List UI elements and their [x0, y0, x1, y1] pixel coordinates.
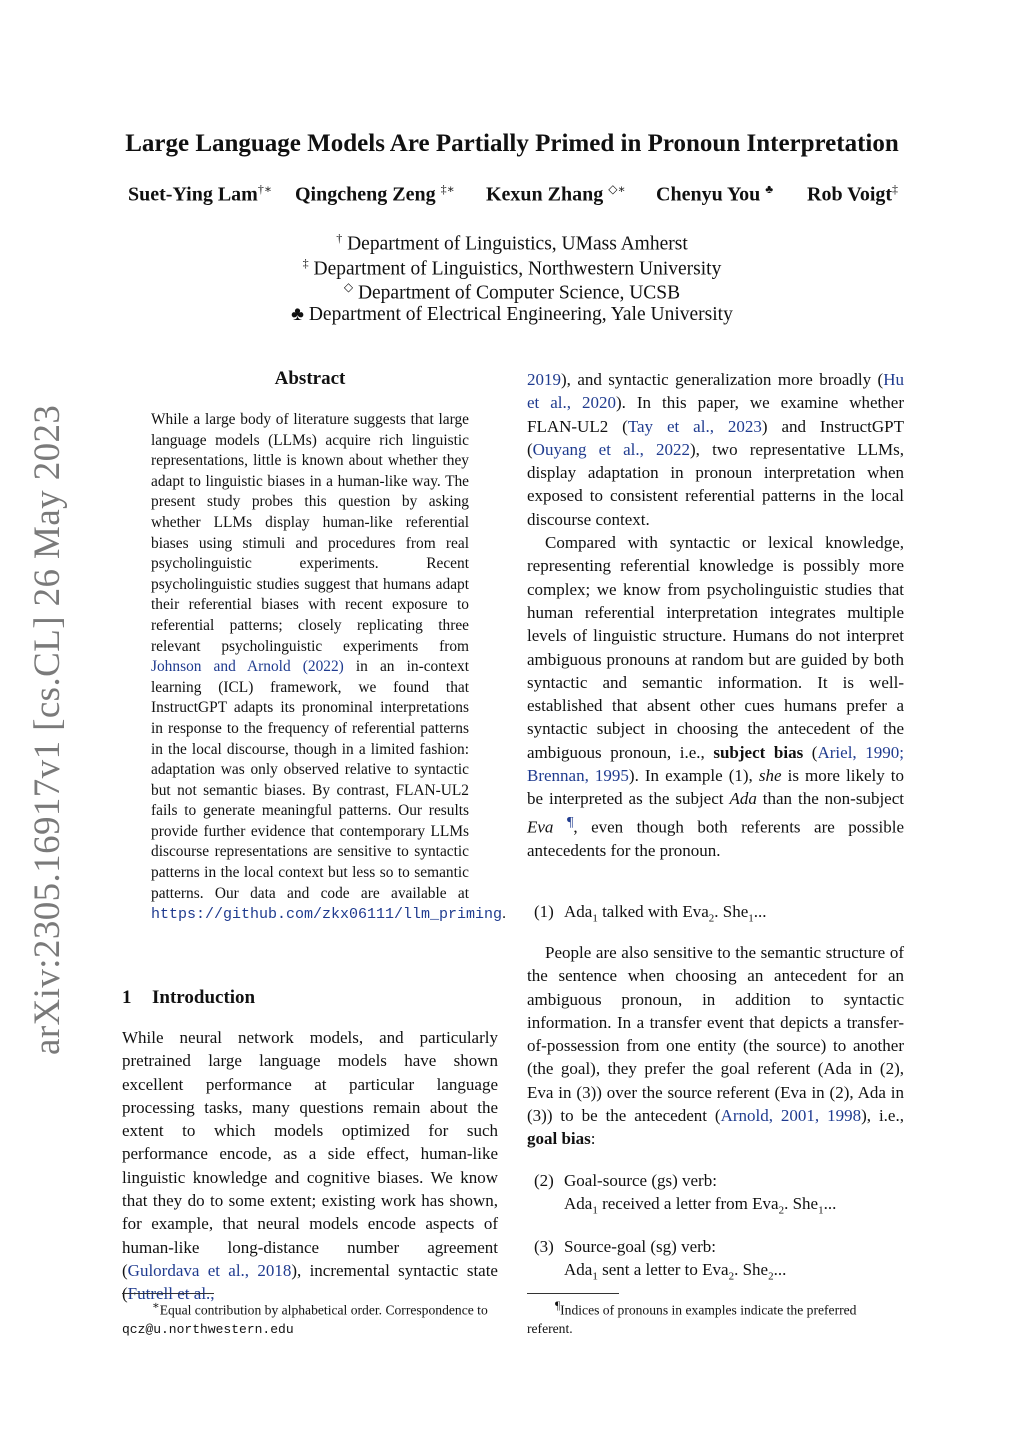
example-3: (3) Source-goal (sg) verb: Ada$_1$ sent a letter to Eva$_2$. She$_2$...	[534, 1237, 787, 1283]
footnote-rule-left	[122, 1293, 214, 1294]
footnote-rule-right	[527, 1293, 619, 1294]
author-2: Qingcheng Zeng ‡∗	[295, 182, 455, 206]
citation-ariel-brennan[interactable]: Ariel, 1990; Brennan, 1995	[527, 742, 904, 786]
footnote-left: ∗Equal contribution by alphabetical order. Correspondence to qcz@u.northwestern.edu	[122, 1300, 488, 1337]
affiliation-2: ‡ Department of Linguistics, Northwestern University	[302, 256, 722, 280]
citation-tay[interactable]: Tay et al., 2023	[627, 416, 762, 436]
correspondence-email[interactable]: qcz@u.northwestern.edu	[122, 1321, 294, 1337]
citation-ouyang[interactable]: Ouyang et al., 2022	[532, 439, 691, 459]
citation-futrell-year[interactable]: 2019	[527, 370, 561, 389]
affiliation-1: † Department of Linguistics, UMass Amherst	[336, 231, 688, 255]
example-1: (1) Ada$_1$ talked with Eva$_2$. She$_1$...	[534, 902, 767, 925]
citation-arnold[interactable]: Arnold, 2001, 1998	[720, 1106, 862, 1126]
paragraph-continued: 2019), and syntactic generalization more broadly (Hu et al., 2020). In this paper, we examine whether FLAN-UL2 (Tay et al., 2023) and InstructGPT (Ouyang et al., 2022), two representative LLMs, display adaptation in pronoun interpretation when exposed to consistent referential patterns in the local discourse context.	[527, 370, 904, 529]
author-4: Chenyu You ♣	[656, 182, 774, 206]
affiliation-3: ◇ Department of Computer Science, UCSB	[343, 280, 681, 304]
paper-title: Large Language Models Are Partially Primed in Pronoun Interpretation	[125, 130, 899, 157]
term-goal-bias: goal bias	[527, 1129, 591, 1149]
arxiv-identifier: arXiv:2305.16917v1 [cs.CL] 26 May 2023	[27, 404, 68, 1055]
paragraph-referential: Compared with syntactic or lexical knowledge, representing referential knowledge is possibly more complex; we know from psycholinguistic studies that human referential interpretation integrates multiple levels of linguistic structure. Humans do not interpret ambiguous pronouns at random but are guided by both syntactic and semantic information. It is well-established that absent other cues humans prefer a syntactic subject in choosing the antecedent of the ambiguous pronoun, i.e., subject bias (Ariel, 1990; Brennan, 1995). In example (1), she is more likely to be interpreted as the subject Ada than the non-subject Eva ¶, even though both referents are possible antecedents for the pronoun.	[527, 533, 904, 860]
citation-hu[interactable]: Hu et al., 2020	[527, 370, 904, 413]
citation-johnson-arnold[interactable]: Johnson and Arnold (2022)	[151, 658, 344, 676]
affiliation-4: ♣ Department of Electrical Engineering, Yale University	[291, 304, 733, 325]
citation-futrell[interactable]: Futrell et al.,	[127, 1284, 215, 1304]
author-1: Suet-Ying Lam†∗	[128, 182, 272, 206]
paragraph-semantic: People are also sensitive to the semantic structure of the sentence when choosing an antecedent for an ambiguous pronoun, in addition to syntactic information. In a transfer event that depicts a transfer-of-possession from one entity (the source) to another (the goal), they prefer the goal referent (Ada in (2), Eva in (3)) over the source referent (Eva in (2), Ada in (3)) to be the antecedent (Arnold, 2001, 1998), i.e., goal bias:	[527, 943, 904, 1149]
github-link[interactable]: https://github.com/zkx06111/llm_priming	[151, 906, 503, 924]
footnote-mark-pilcrow[interactable]: ¶	[566, 813, 574, 830]
right-column-text	[527, 368, 904, 862]
intro-paragraph: While neural network models, and particularly pretrained large language models have shown excellent performance at particular language processing tasks, many questions remain about the extent to which models optimized for such performance encode, as a side effect, human-like linguistic knowledge and cognitive biases. We know that they do to some extent; existing work has shown, for example, that neural models encode aspects of human-like long-distance number agreement (Gulordava et al., 2018), incremental syntactic state (Futrell et al.,	[122, 1028, 498, 1304]
section-heading-introduction: 1 Introduction	[122, 987, 256, 1008]
author-3: Kexun Zhang ◇∗	[486, 182, 626, 206]
footnote-right: ¶Indices of pronouns in examples indicate the preferred referent.	[527, 1300, 857, 1336]
abstract-body: While a large body of literature suggests that large language models (LLMs) acquire rich linguistic representations, little is known about whether they adapt to linguistic biases in a human-like way. The present study probes this question by asking whether LLMs display human-like referential biases using stimuli and procedures from real psycholinguistic experiments. Recent psycholinguistic studies suggest that humans adapt their referential biases with recent exposure to referential patterns; closely replicating three relevant psycholinguistic experiments from Johnson and Arnold (2022) in an in-context learning (ICL) framework, we found that InstructGPT adapts its pronominal interpretations in response to the frequency of referential patterns in the local discourse, though in a limited fashion: adaptation was only observed relative to syntactic but not semantic biases. By contrast, FLAN-UL2 fails to generate meaningful patterns. Our results provide further evidence that contemporary LLMs discourse representations are sensitive to syntactic patterns in the local context but less so to semantic patterns. Our data and code are available at https://github.com/zkx06111/llm_priming.	[151, 411, 506, 924]
abstract-heading: Abstract	[274, 368, 346, 389]
author-5: Rob Voigt‡	[807, 182, 899, 206]
term-subject-bias: subject bias	[713, 742, 804, 762]
citation-gulordava[interactable]: Gulordava et al., 2018	[127, 1260, 292, 1280]
example-2: (2) Goal-source (gs) verb: Ada$_1$ received a letter from Eva$_2$. She$_1$...	[534, 1171, 837, 1217]
